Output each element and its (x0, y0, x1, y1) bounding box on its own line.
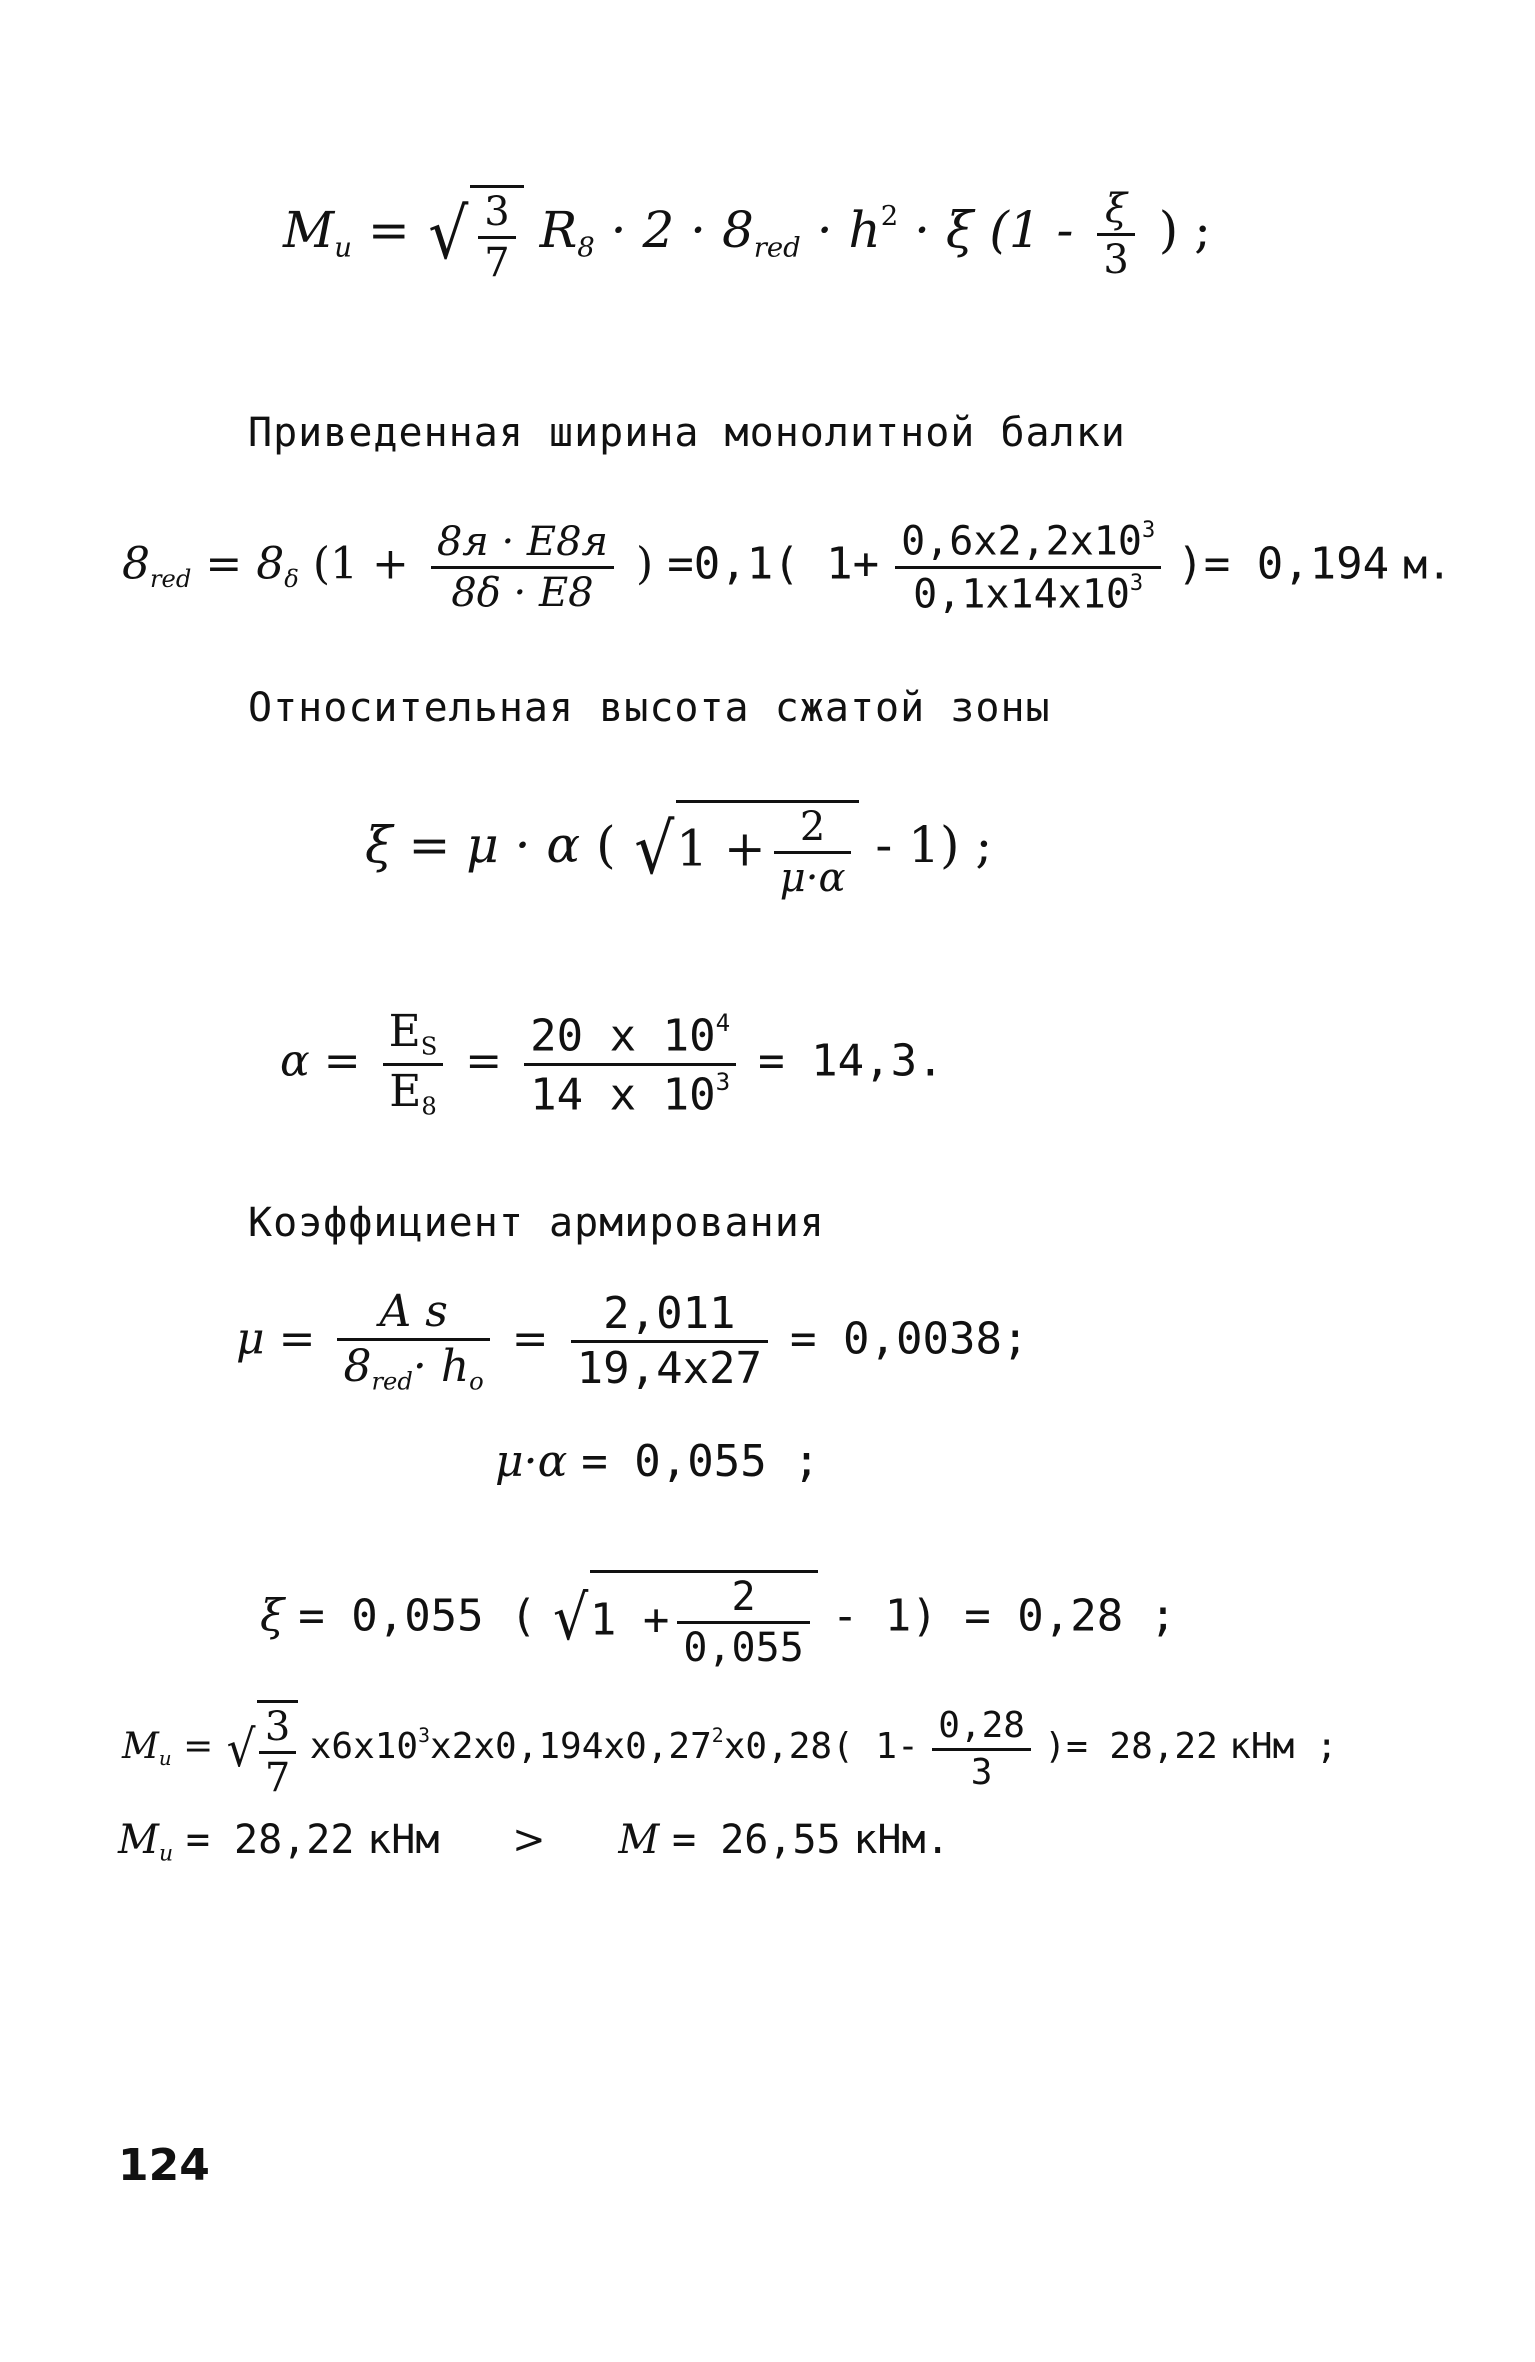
formula-mu-general: $M_u$ = √ $\frac{3}{7}$ $R_8 \cdot 2 \cdot 8_{red} \cdot h^2 \cdot \xi$ (1 - $\frac{\xi}{3}$ ) ; (283, 185, 1211, 286)
heading-reinforcement: Коэффициент армирования (248, 1200, 825, 1246)
heading-relative-height: Относительная высота сжатой зоны (248, 685, 1051, 731)
formula-alpha: α = $\frac{E_S}{E_8}$ = $\frac{20 x 10^4}{14 x 10^3}$ = 14,3. (280, 1006, 944, 1121)
page-number: 124 (118, 2140, 210, 2191)
heading-reduced-width: Приведенная ширина монолитной балки (248, 410, 1126, 456)
formula-xi-value: ξ = 0,055 ( √1 + $\frac{2}{0,055}$ - 1) = 0,28 ; (260, 1570, 1176, 1668)
formula-mu-value: $M_u$ = √ $\frac{3}{7}$ $x6x10^3x2x0,194x0,27^2x0,28$( 1- $\frac{0,28}{3}$ )= 28,22 кНм ; (122, 1700, 1338, 1798)
formula-b-red: $8_{red} = 8_\delta$ (1 + $\frac{8я \cdot Е8я}{8\delta \cdot Е8}$ ) =0,1( 1+ $\frac{0,6x2,2x10^3}{0,1x14x10^3}$ )= 0,194 м. (122, 518, 1452, 618)
formula-compare: $M_u = 28,22$ кНм > M = 26,55 кНм. (118, 1817, 950, 1867)
formula-xi-general: ξ = μ · α ( √1 + $\frac{2}{\mu\cdot\alpha}$ - 1) ; (365, 800, 992, 898)
sqrt: √ $\frac{3}{7}$ (426, 185, 524, 283)
formula-mu: μ = $\frac{\text{A s}}{8_{red}\cdot h_o}$ = $\frac{2,011}{19,4x27}$ = 0,0038; (236, 1286, 1029, 1396)
formula-mu-alpha: μ·α = 0,055 ; (495, 1436, 820, 1487)
